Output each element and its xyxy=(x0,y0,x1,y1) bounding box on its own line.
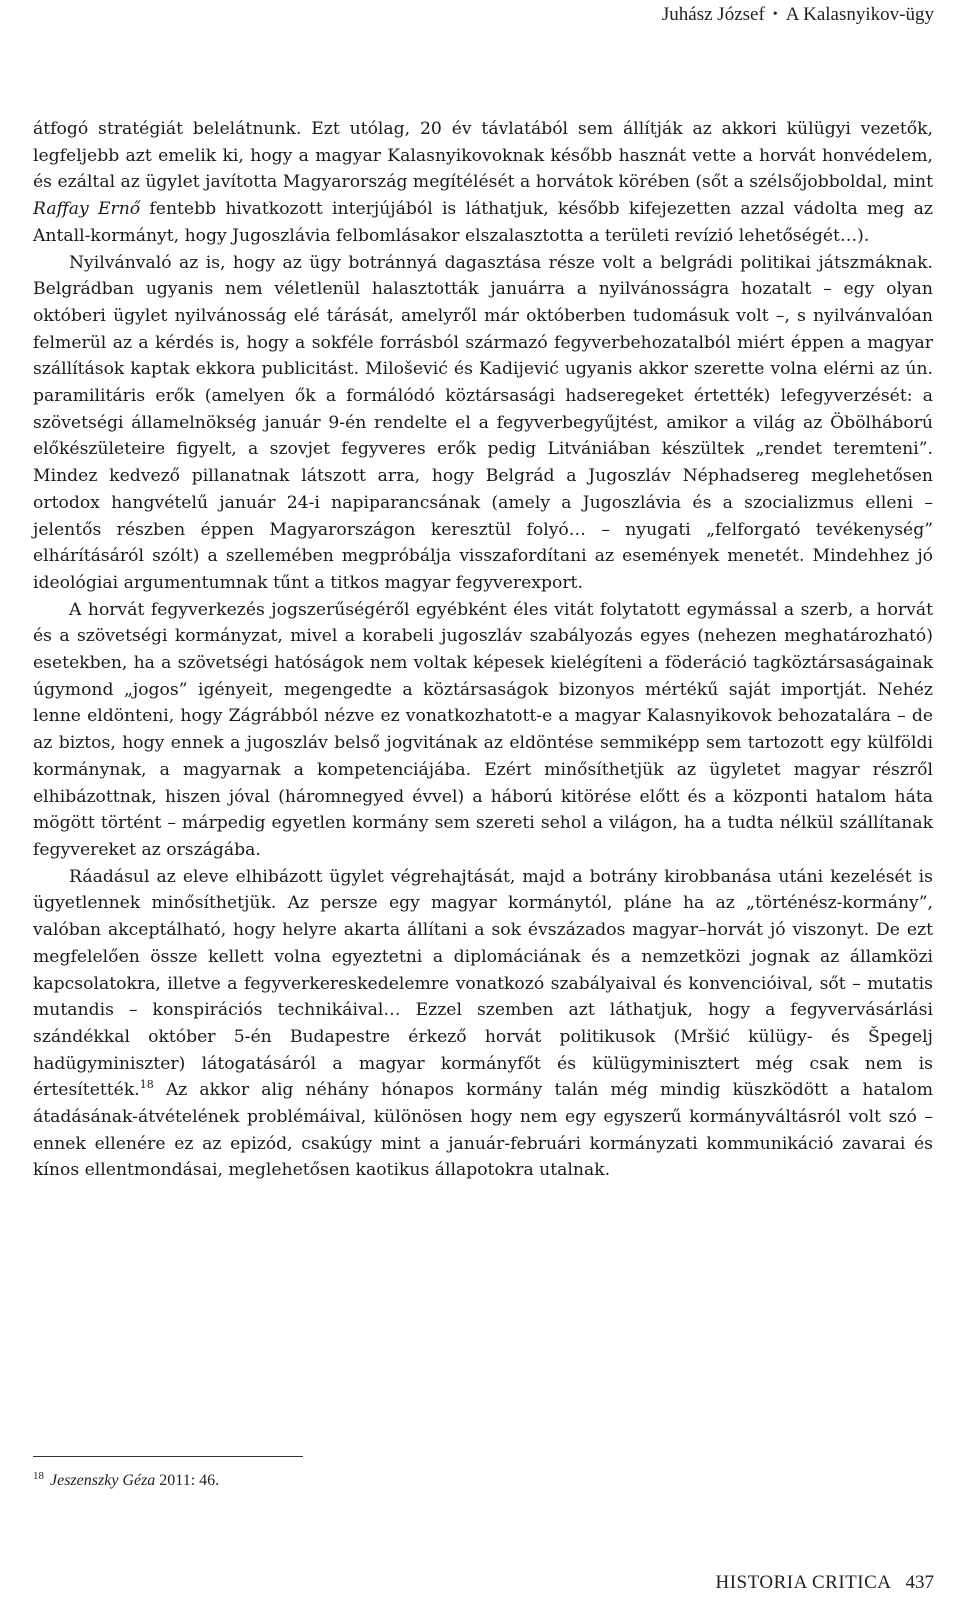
header-separator: • xyxy=(772,7,778,22)
footnote-ref: 18 xyxy=(139,1078,154,1092)
paragraph xyxy=(33,597,933,864)
page-number: 437 xyxy=(905,1572,934,1593)
running-header xyxy=(662,0,934,30)
paragraph xyxy=(33,250,933,597)
paragraph xyxy=(33,116,933,250)
text-run: Az akkor alig néhány hónapos kormány talán még mindig küszködött a hatalom átadásának-átvételének problémáival, különösen hogy nem egy egyszerű kormányváltásról volt szó – ennek ellenére ez az epizód, csakúgy mint a január-februári kormányzati kommunikáció zavarai és kínos ellentmondásai, meglehetősen kaotikus állapotokra utalnak. xyxy=(33,1080,933,1181)
footnote-number: 18 xyxy=(33,1470,44,1482)
text-run: Ráadásul az eleve elhibázott ügylet végrehajtását, majd a botrány kirobbanása utáni kezelését is ügyetlennek minősíthetjük. Az persze egy magyar kormánytól, pláne ha az „történész-kormány”, valóban akceptálható, hogy helyre akarta állítani a sok évszázados magyar–horvát jó viszonyt. De ezt megfelelően össze kellett volna egyeztetni a diplomáciának és a nemzetközi jognak az államközi kapcsolatokra, illetve a fegyverkereskedelemre vonatkozó szabályaival és konvencióival, sőt – mutatis mutandis – konspirációs technikáival… Ezzel szemben azt láthatjuk, hogy a fegyvervásárlási szándékkal október 5-én Budapestre érkező horvát politikusok (Mršić külügy- és Špegelj hadügyminiszter) látogatásáról a magyar kormányfőt és külügyminisztert még csak nem is értesítették. xyxy=(33,866,933,1101)
paragraph xyxy=(33,864,933,1184)
text-run: Nyilvánvaló az is, hogy az ügy botránnyá dagasztása része volt a belgrádi politikai játszmáknak. Belgrádban ugyanis nem véletlenül halasztották januárra a nyilvánosságra hozatalt – egy olyan októberi ügylet nyilvánosság elé tárását, amelyről már októberben tudomásuk volt –, s nyilvánvalóan felmerül az a kérdés is, hogy a sokféle forrásból származó fegyverbehozatalból miért éppen a magyar szállítások kaptak ekkora publicitást. Milošević és Kadijević ugyanis akkor szerette volna elérni az ún. paramilitáris erők (amelyen ők a formálódó köztársasági hadseregeket értették) lefegyverzését: a szövetségi államelnökség január 9-én rendelte el a fegyverbegyűjtést, amikor a világ az Öbölháború előkészületeire figyelt, a szovjet fegyveres erők pedig Litvániában készültek „rendet teremteni”. Mindez kedvező pillanatnak látszott arra, hogy Belgrád a Jugoszláv Néphadsereg meglehetősen ortodox hangvételű január 24-i napiparancsának (amely a Jugoszlávia és a szocializmus elleni – jelentős részben éppen Magyarországon keresztül folyó… – nyugati „felforgató tevékenység” elhárításáról szólt) a szellemében megpróbálja visszafordítani az események menetét. Mindehhez jó ideológiai argumentumnak tűnt a titkos magyar fegyverexport. xyxy=(33,252,933,593)
article-body xyxy=(33,116,933,1184)
footnote-citation: 2011: 46. xyxy=(155,1472,220,1489)
footnote-18 xyxy=(33,1470,219,1490)
header-title: A Kalasnyikov-ügy xyxy=(785,4,934,25)
text-run: fentebb hivatkozott interjújából is láthatjuk, később kifejezetten azzal vádolta meg az Antall-kormányt, hogy Jugoszlávia felbomlásakor elszalasztotta a területi revízió lehetőségét…). xyxy=(33,199,933,246)
journal-name: HISTORIA CRITICA xyxy=(715,1572,892,1593)
page-footer xyxy=(715,1572,934,1594)
italic-name: Raffay Ernő xyxy=(33,199,141,220)
footnote-author: Jeszenszky Géza xyxy=(50,1472,156,1489)
header-author: Juhász József xyxy=(661,4,765,25)
text-run: átfogó stratégiát belelátnunk. Ezt utólag, 20 év távlatából sem állítják az akkori külügyi vezetők, legfeljebb azt emelik ki, hogy a magyar Kalasnyikovoknak később hasznát vette a horvát honvédelem, és ezáltal az ügylet javította Magyarország megítélését a horvátok körében (sőt a szélsőjobboldal, mint xyxy=(33,119,933,193)
footnote-rule xyxy=(33,1456,303,1457)
text-run: A horvát fegyverkezés jogszerűségéről egyébként éles vitát folytatott egymással a szerb, a horvát és a szövetségi kormányzat, mivel a korabeli jugoszláv szabályozás egyes (nehezen meghatározható) esetekben, ha a szövetségi hatóságok nem voltak képesek kielégíteni a föderáció tagköztársaságainak úgymond „jogos” igényeit, megengedte a köztársaságok bizonyos mértékű saját importját. Nehéz lenne eldönteni, hogy Zágrábból nézve ez vonatkozhatott-e a magyar Kalasnyikovok behozatalára – de az biztos, hogy ennek a jugoszláv belső jogvitának az eldöntése semmiképp sem tartozott egy külföldi kormánynak, a magyarnak a kompetenciájába. Ezért minősíthetjük az ügyletet magyar részről elhibázottnak, hiszen jóval (háromnegyed évvel) a háború kitörése előtt és a központi hatalom háta mögött történt – márpedig egyetlen kormány sem szereti sehol a világon, ha a tudta nélkül szállítanak fegyvereket az országába. xyxy=(33,599,933,860)
